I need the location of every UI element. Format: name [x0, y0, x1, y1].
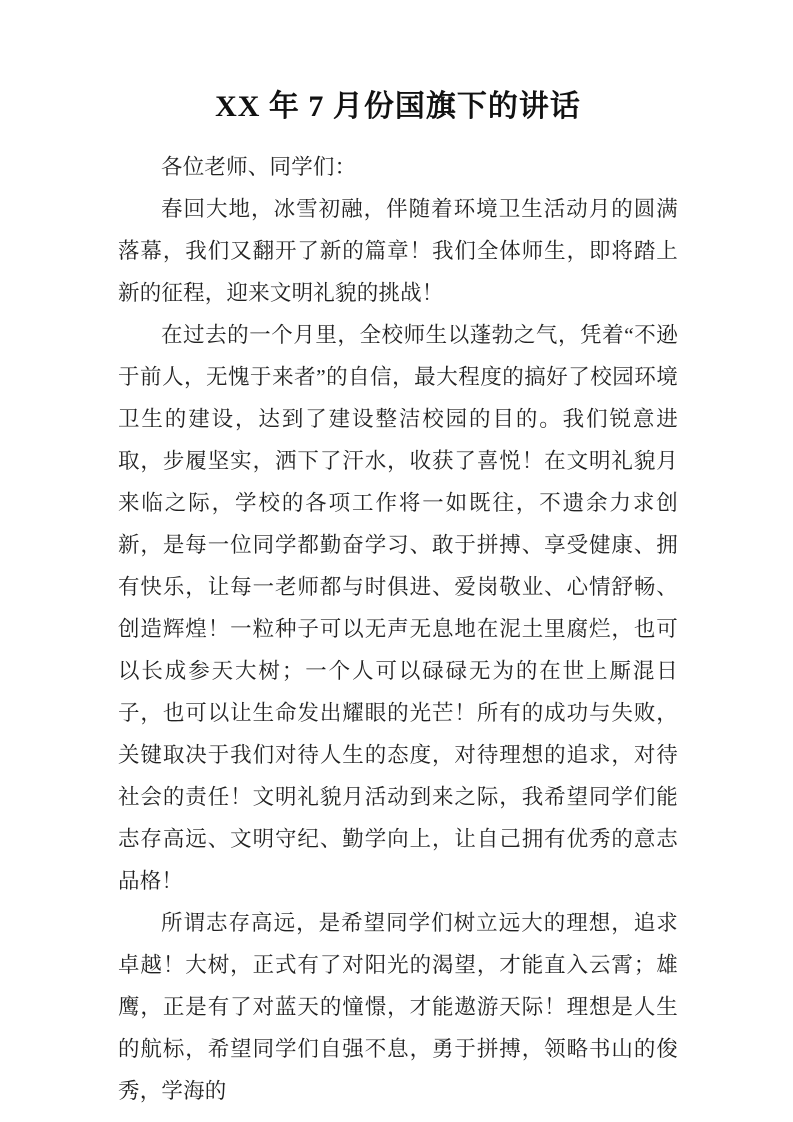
paragraph: 所谓志存高远，是希望同学们树立远大的理想，追求卓越！大树，正式有了对阳光的渴望，才能直入云霄；雄鹰，正是有了对蓝天的憧憬，才能遨游天际！理想是人生的航标，希望同学们自强不息，勇于拼搏，领略书山的俊秀，学海的	[118, 911, 678, 1103]
document-body	[118, 146, 678, 1112]
paragraph: 各位老师、同学们：	[161, 155, 357, 179]
paragraph: 春回大地，冰雪初融，伴随着环境卫生活动月的圆满落幕，我们又翻开了新的篇章！我们全体师生，即将踏上新的征程，迎来文明礼貌的挑战！	[118, 197, 678, 305]
document-title: XX 年 7 月份国旗下的讲话	[215, 90, 581, 123]
paragraph: 在过去的一个月里，全校师生以蓬勃之气，凭着“不逊于前人，无愧于来者”的自信，最大程度的搞好了校园环境卫生的建设，达到了建设整洁校园的目的。我们锐意进取，步履坚实，洒下了汗水，收获了喜悦！在文明礼貌月来临之际，学校的各项工作将一如既往，不遗余力求创新，是每一位同学都勤奋学习、敢于拼搏、享受健康、拥有快乐，让每一老师都与时俱进、爱岗敬业、心情舒畅、创造辉煌！一粒种子可以无声无息地在泥土里腐烂，也可以长成参天大树；一个人可以碌碌无为的在世上厮混日子，也可以让生命发出耀眼的光芒！所有的成功与失败，关键取决于我们对待人生的态度，对待理想的追求，对待社会的责任！文明礼貌月活动到来之际，我希望同学们能志存高远、文明守纪、勤学向上，让自己拥有优秀的意志品格！	[118, 323, 678, 893]
